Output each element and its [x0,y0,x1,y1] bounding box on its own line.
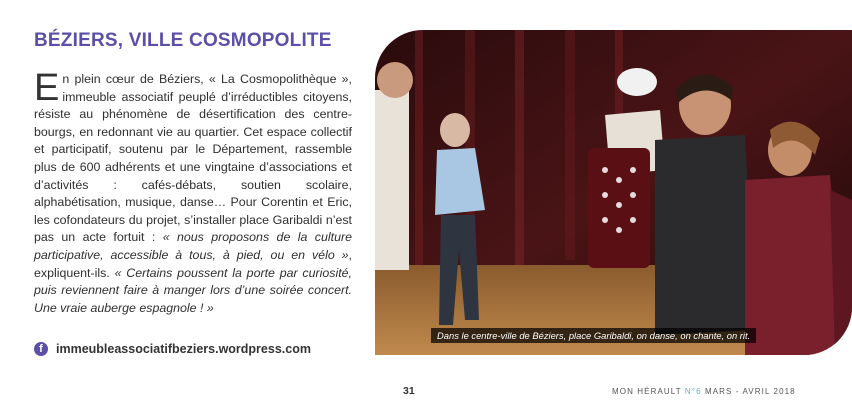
event-photo [375,30,852,355]
website-url[interactable]: immeubleassociatifbeziers.wordpress.com [56,342,311,356]
quote-one: « nous proposons de la culture participative, accessible à tous, à pied, ou en vélo » [34,230,352,262]
issue-number: N°6 [684,387,702,396]
drop-cap: E [34,67,60,109]
article-title: BÉZIERS, VILLE COSMOPOLITE [34,30,332,51]
photo-caption: Dans le centre-ville de Béziers, place Garibaldi, on danse, on chante, on rit. [431,328,756,343]
issue-date: MARS - AVRIL 2018 [704,387,796,396]
magazine-name: MON HÉRAULT [612,387,682,396]
body-text-mid: , expliquent-ils. [34,247,352,280]
page-number: 31 [403,385,415,397]
quote-two: « Certains poussent la porte par curiosité, puis reviennent faire à manger lors d’une soirée concert. Une vraie auberge espagnole ! » [34,265,352,315]
facebook-icon: f [34,342,48,356]
body-text-start: n plein cœur de Béziers, « La Cosmopolithèque », immeuble associatif peuplé d’irréductibles citoyens, résiste au phénomène de désertification des centre-bourgs, en redonnant vie au quartier. Cet espace collectif et participatif, soutenu par le Département, rassemble plus de 600 adhérents et une vingtaine d’associations et d’activités : cafés-débats, soutien scolaire, alphabétisation, musique, danse… Pour Corentin et Eric, les cofondateurs du projet, s’installer place Garibaldi n’est pas un acte fortuit : [34,72,352,245]
website-link[interactable] [34,340,311,358]
footer-magazine [612,387,796,396]
article-body [34,67,352,317]
